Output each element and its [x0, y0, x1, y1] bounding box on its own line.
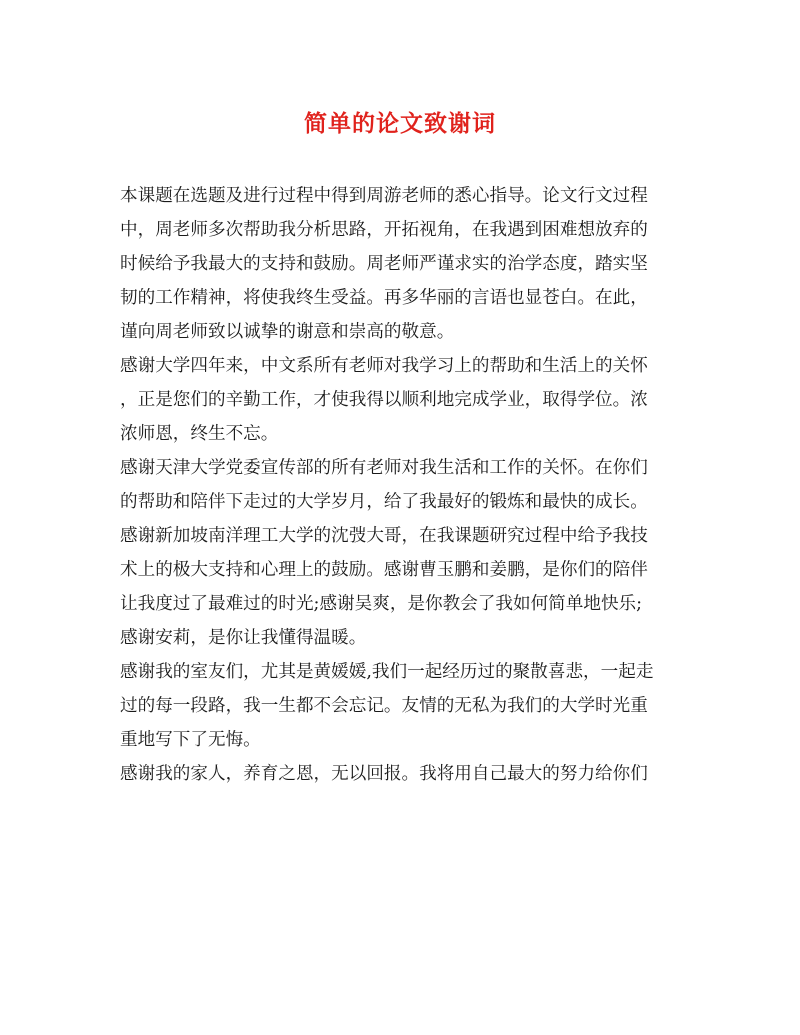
text-line: 中，周老师多次帮助我分析思路，开拓视角，在我遇到困难想放弃的: [120, 220, 648, 240]
text-line: 时候给予我最大的支持和鼓励。周老师严谨求实的治学态度，踏实坚: [120, 254, 648, 274]
text-line: 让我度过了最难过的时光;感谢吴爽，是你教会了我如何简单地快乐;: [120, 594, 643, 614]
text-line: 韧的工作精神，将使我终生受益。再多华丽的言语也显苍白。在此，: [120, 288, 648, 308]
text-line: 重地写下了无悔。: [120, 730, 261, 750]
text-line: 谨向周老师致以诚挚的谢意和崇高的敬意。: [120, 322, 455, 342]
text-line: 感谢安莉，是你让我懂得温暖。: [120, 628, 367, 648]
text-line: 浓师恩，终生不忘。: [120, 424, 279, 444]
document-body: [120, 179, 672, 791]
text-line: 本课题在选题及进行过程中得到周游老师的悉心指导。论文行文过程: [120, 186, 648, 206]
text-line: 的帮助和陪伴下走过的大学岁月，给了我最好的锻炼和最快的成长。: [120, 492, 648, 512]
text-line: 感谢大学四年来，中文系所有老师对我学习上的帮助和生活上的关怀: [120, 356, 648, 376]
text-line: 感谢新加坡南洋理工大学的沈弢大哥，在我课题研究过程中给予我技: [120, 526, 648, 546]
text-line: ，正是您们的辛勤工作，才使我得以顺利地完成学业，取得学位。浓: [120, 390, 648, 410]
text-line: 感谢天津大学党委宣传部的所有老师对我生活和工作的关怀。在你们: [120, 458, 648, 478]
text-line: 术上的极大支持和心理上的鼓励。感谢曹玉鹏和姜鹏，是你们的陪伴: [120, 560, 648, 580]
text-line: 感谢我的室友们，尤其是黄媛媛,我们一起经历过的聚散喜悲，一起走: [120, 662, 654, 682]
document-title: 简单的论文致谢词: [304, 110, 496, 137]
text-line: 过的每一段路，我一生都不会忘记。友情的无私为我们的大学时光重: [120, 696, 648, 716]
text-line: 感谢我的家人，养育之恩，无以回报。我将用自己最大的努力给你们: [120, 764, 648, 784]
